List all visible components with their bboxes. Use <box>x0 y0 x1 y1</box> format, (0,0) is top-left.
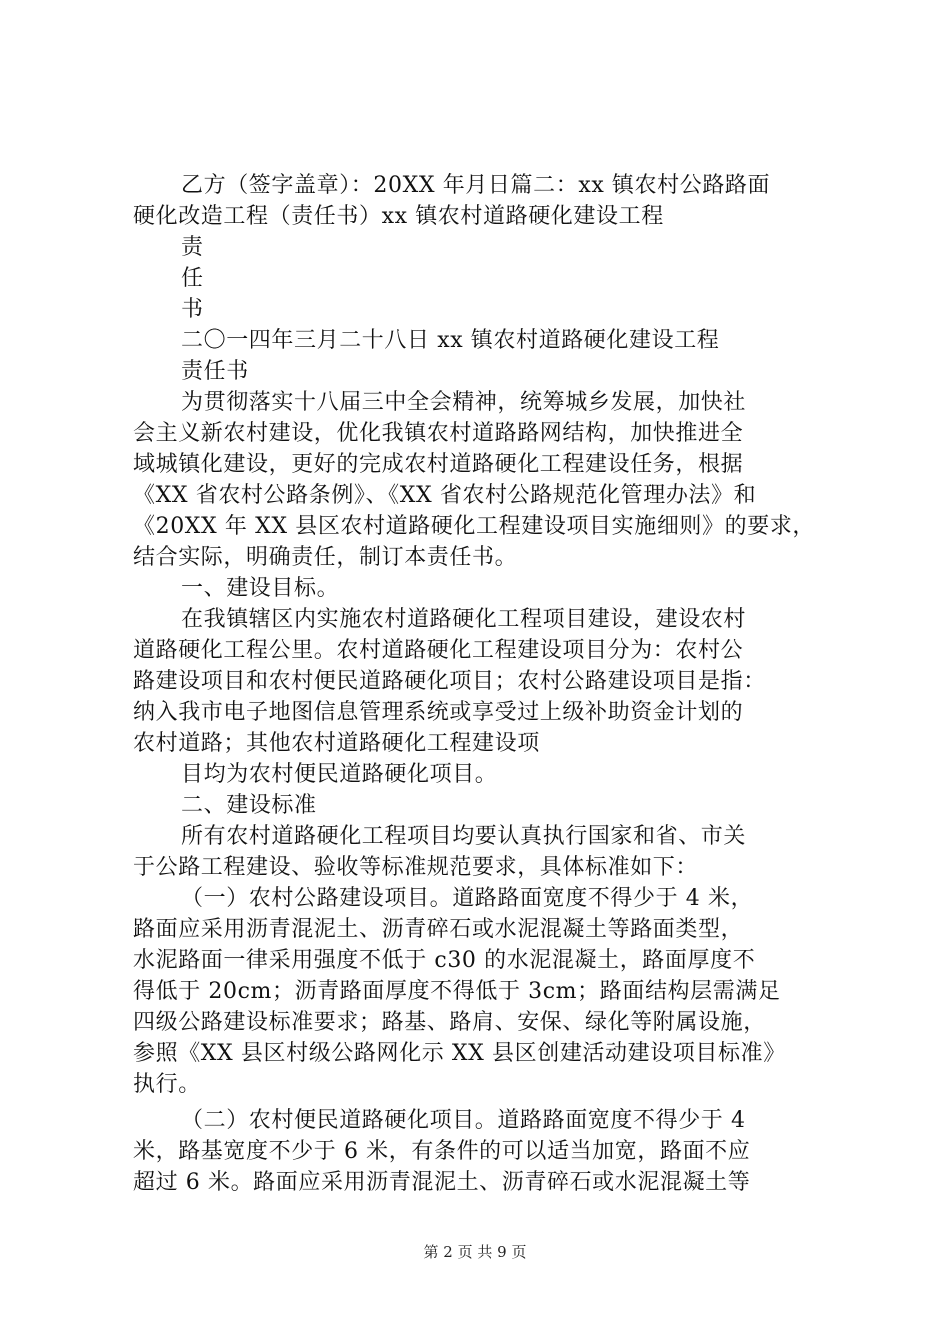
paragraph-line: 道路硬化工程公里。农村道路硬化工程建设项目分为：农村公 <box>133 638 744 663</box>
paragraph-line: 书 <box>181 297 204 322</box>
paragraph-line: 得低于 20cm；沥青路面厚度不得低于 3cm；路面结构层需满足 <box>133 979 781 1004</box>
paragraph-line: 米，路基宽度不少于 6 米，有条件的可以适当加宽，路面不应 <box>133 1139 751 1164</box>
section-heading: 二、建设标准 <box>181 793 317 818</box>
paragraph-line: 在我镇辖区内实施农村道路硬化工程项目建设，建设农村 <box>181 607 747 632</box>
paragraph-line: 路面应采用沥青混泥土、沥青碎石或水泥混凝土等路面类型， <box>133 917 744 942</box>
paragraph-line: 纳入我市电子地图信息管理系统或享受过上级补助资金计划的 <box>133 700 744 725</box>
page-number-footer: 第 2 页 共 9 页 <box>423 1243 527 1261</box>
paragraph-line: 农村道路；其他农村道路硬化工程建设项 <box>133 731 540 756</box>
section-heading: 一、建设目标。 <box>181 576 340 601</box>
paragraph-line: 水泥路面一律采用强度不低于 c30 的水泥混凝土，路面厚度不 <box>133 948 756 973</box>
paragraph-line: （一）农村公路建设项目。道路路面宽度不得少于 4 米， <box>181 886 754 911</box>
paragraph-line: 超过 6 米。路面应采用沥青混泥土、沥青碎石或水泥混凝土等 <box>133 1170 751 1195</box>
paragraph-line: 二〇一四年三月二十八日 xx 镇农村道路硬化建设工程 <box>181 328 720 353</box>
paragraph-line: （二）农村便民道路硬化项目。道路路面宽度不得少于 4 <box>181 1108 746 1133</box>
paragraph-line: 责任书 <box>181 359 249 384</box>
paragraph-line: 《XX 省农村公路条例》、《XX 省农村公路规范化管理办法》和 <box>133 483 757 508</box>
paragraph-line: 《20XX 年 XX 县区农村道路硬化工程建设项目实施细则》的要求， <box>133 514 816 539</box>
paragraph-line: 目均为农村便民道路硬化项目。 <box>181 762 498 787</box>
paragraph-line: 于公路工程建设、验收等标准规范要求，具体标准如下： <box>133 855 699 880</box>
paragraph-line: 路建设项目和农村便民道路硬化项目；农村公路建设项目是指： <box>133 669 766 694</box>
paragraph-line: 硬化改造工程（责任书）xx 镇农村道路硬化建设工程 <box>133 204 664 229</box>
paragraph-line: 执行。 <box>133 1072 201 1097</box>
paragraph-line: 责 <box>181 235 204 260</box>
paragraph-line: 会主义新农村建设，优化我镇农村道路路网结构，加快推进全 <box>133 421 744 446</box>
paragraph-line: 结合实际，明确责任，制订本责任书。 <box>133 545 518 570</box>
paragraph-line: 乙方（签字盖章）：20XX 年月日篇二：xx 镇农村公路路面 <box>181 173 771 198</box>
paragraph-line: 四级公路建设标准要求；路基、路肩、安保、绿化等附属设施， <box>133 1010 766 1035</box>
paragraph-line: 参照《XX 县区村级公路网化示 XX 县区创建活动建设项目标准》 <box>133 1041 786 1066</box>
paragraph-line: 所有农村道路硬化工程项目均要认真执行国家和省、市关 <box>181 824 747 849</box>
document-body <box>133 170 833 1198</box>
paragraph-line: 任 <box>181 266 204 291</box>
paragraph-line: 域城镇化建设，更好的完成农村道路硬化工程建设任务，根据 <box>133 452 744 477</box>
paragraph-line: 为贯彻落实十八届三中全会精神，统筹城乡发展，加快社 <box>181 390 747 415</box>
